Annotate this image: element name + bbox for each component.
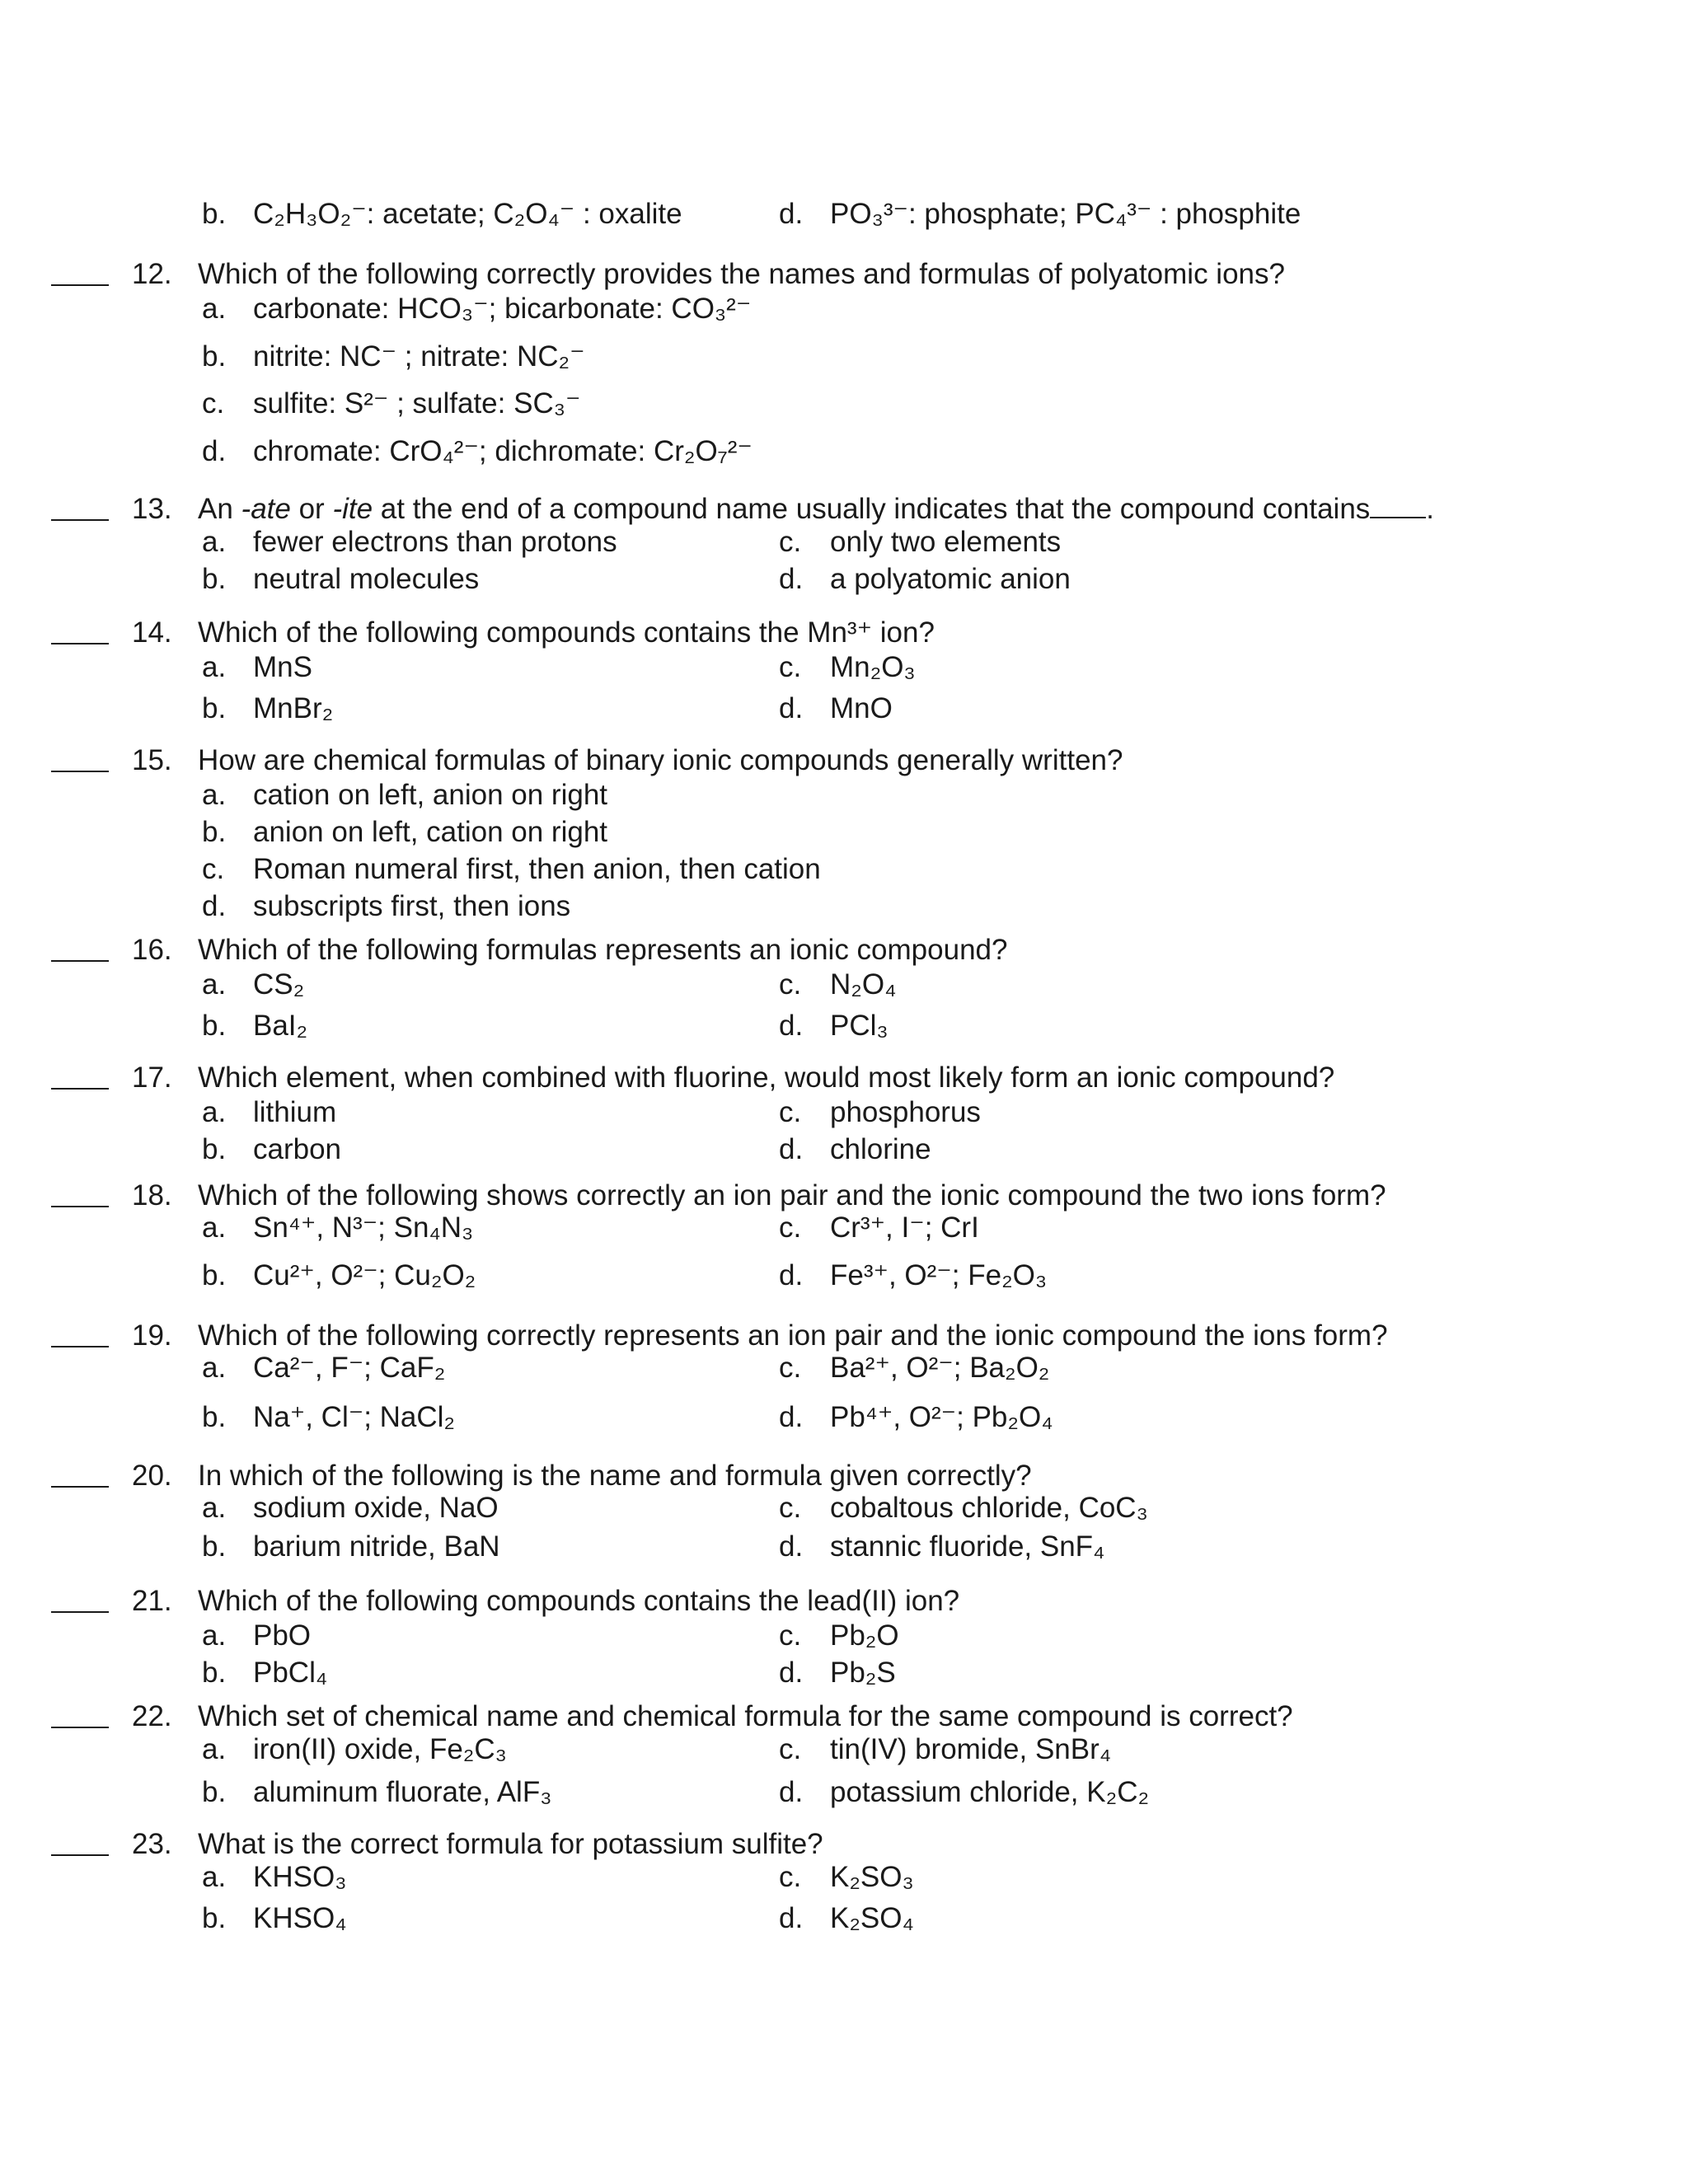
option-text: KHSO₃	[253, 1861, 347, 1893]
answer-blank[interactable]	[51, 1611, 109, 1613]
option-b	[202, 340, 585, 373]
option-d	[779, 1776, 1149, 1809]
inline-fill-blank	[1370, 494, 1426, 518]
question-stem: What is the correct formula for potassium sulfite?	[198, 1828, 823, 1860]
option-text: K₂SO₃	[830, 1861, 914, 1893]
option-d	[202, 890, 570, 923]
option-c	[779, 1619, 899, 1652]
question-number: 13.	[132, 493, 172, 525]
option-letter: b.	[202, 340, 227, 373]
option-letter: b.	[202, 1133, 227, 1165]
option-a	[202, 526, 617, 559]
option-a	[202, 1861, 346, 1894]
option-text: carbon	[253, 1133, 342, 1165]
option-text: MnO	[830, 692, 893, 724]
option-d	[779, 1902, 914, 1935]
option-text: sodium oxide, NaO	[253, 1492, 499, 1524]
question-stem: In which of the following is the name and formula given correctly?	[198, 1460, 1032, 1492]
option-text: PbCl₄	[253, 1657, 328, 1689]
option-letter: c.	[779, 526, 802, 558]
option-letter: d.	[779, 1259, 804, 1291]
option-b	[202, 1776, 551, 1809]
question-number: 19.	[132, 1319, 172, 1352]
option-d	[779, 1010, 889, 1043]
option-a	[202, 1212, 473, 1244]
option-letter: b.	[202, 1401, 227, 1433]
option-a	[202, 1619, 311, 1652]
answer-blank[interactable]	[51, 960, 109, 962]
option-letter: c.	[779, 1096, 802, 1128]
option-letter: d.	[779, 692, 804, 724]
option-letter: c.	[779, 651, 802, 683]
option-c	[779, 1861, 914, 1894]
option-b	[202, 816, 607, 849]
option-b	[202, 1657, 327, 1690]
option-c	[779, 1096, 981, 1129]
option-letter: b.	[202, 563, 227, 595]
question-number: 22.	[132, 1700, 172, 1732]
option-text: phosphorus	[830, 1096, 981, 1128]
option-text: Pb₂O	[830, 1619, 899, 1652]
option-d	[779, 1530, 1104, 1563]
option-letter: b.	[202, 816, 227, 848]
option-d	[779, 1259, 1047, 1292]
option-letter: c.	[779, 1733, 802, 1765]
question-number: 17.	[132, 1062, 172, 1094]
option-c	[779, 1733, 1111, 1766]
question-number: 18.	[132, 1179, 172, 1212]
option-text: K₂SO₄	[830, 1902, 914, 1934]
answer-blank[interactable]	[51, 1088, 109, 1090]
option-letter: a.	[202, 968, 227, 1001]
option-text: Na⁺, Cl⁻; NaCl₂	[253, 1401, 456, 1433]
option-text: only two elements	[830, 526, 1062, 558]
option-a	[202, 779, 607, 812]
question-number: 15.	[132, 744, 172, 776]
question-number: 21.	[132, 1585, 172, 1617]
answer-blank[interactable]	[51, 1346, 109, 1347]
option-text: barium nitride, BaN	[253, 1530, 500, 1563]
question-stem: Which of the following correctly provides the names and formulas of polyatomic ions?	[198, 258, 1285, 290]
stem-part: or	[290, 493, 333, 525]
answer-blank[interactable]	[51, 1206, 109, 1207]
question-number: 12.	[132, 258, 172, 290]
question-stem	[198, 493, 1434, 526]
option-a	[202, 1352, 445, 1385]
option-letter: b.	[202, 1776, 227, 1808]
option-letter: c.	[779, 1352, 802, 1384]
option-a	[202, 968, 304, 1001]
q11-option-d	[779, 198, 1301, 231]
option-letter: d.	[779, 1401, 804, 1433]
option-letter: a.	[202, 1861, 227, 1893]
option-text: potassium chloride, K₂C₂	[830, 1776, 1150, 1808]
stem-part: An	[198, 493, 241, 525]
option-letter: a.	[202, 1492, 227, 1524]
option-text: subscripts first, then ions	[253, 890, 571, 922]
option-text: Ba²⁺, O²⁻; Ba₂O₂	[830, 1352, 1050, 1384]
option-text: MnBr₂	[253, 692, 334, 724]
option-letter: d.	[779, 1902, 804, 1934]
option-text: Ca²⁻, F⁻; CaF₂	[253, 1352, 446, 1384]
option-text: BaI₂	[253, 1010, 308, 1042]
option-text: Mn₂O₃	[830, 651, 916, 683]
option-letter: b.	[202, 1259, 227, 1291]
option-text: C₂H₃O₂⁻: acetate; C₂O₄⁻ : oxalite	[253, 198, 682, 230]
option-c	[202, 853, 821, 886]
option-text: Fe³⁺, O²⁻; Fe₂O₃	[830, 1259, 1048, 1291]
option-d	[779, 1133, 931, 1166]
answer-blank[interactable]	[51, 771, 109, 772]
question-number: 23.	[132, 1828, 172, 1860]
question-stem: Which of the following shows correctly an ion pair and the ionic compound the two ions form?	[198, 1179, 1386, 1212]
option-letter: d.	[202, 890, 227, 922]
option-letter: a.	[202, 526, 227, 558]
question-stem: Which set of chemical name and chemical formula for the same compound is correct?	[198, 1700, 1293, 1732]
option-letter: b.	[202, 1657, 227, 1689]
answer-blank[interactable]	[51, 643, 109, 644]
option-text: KHSO₄	[253, 1902, 347, 1934]
option-b	[202, 563, 479, 596]
answer-blank[interactable]	[51, 284, 109, 286]
option-letter: d.	[779, 563, 804, 595]
option-text: MnS	[253, 651, 312, 683]
option-letter: c.	[779, 1619, 802, 1652]
answer-blank[interactable]	[51, 1854, 109, 1856]
option-text: sulfite: S²⁻ ; sulfate: SC₃⁻	[253, 387, 581, 419]
option-letter: b.	[202, 1530, 227, 1563]
question-number: 16.	[132, 934, 172, 966]
stem-italic-ite: -ite	[332, 493, 373, 525]
option-a	[202, 293, 751, 326]
option-b	[202, 1259, 476, 1292]
question-number: 20.	[132, 1460, 172, 1492]
option-text: Pb⁴⁺, O²⁻; Pb₂O₄	[830, 1401, 1053, 1433]
option-text: neutral molecules	[253, 563, 480, 595]
option-d	[202, 435, 753, 468]
option-letter: b.	[202, 692, 227, 724]
option-letter: a.	[202, 1352, 227, 1384]
option-letter: c.	[202, 387, 225, 419]
option-b	[202, 1010, 307, 1043]
option-c	[779, 1492, 1148, 1525]
option-text: CS₂	[253, 968, 305, 1001]
option-letter: d.	[779, 1530, 804, 1563]
option-letter: a.	[202, 293, 227, 325]
option-letter: d.	[779, 1133, 804, 1165]
option-letter: d.	[779, 1010, 804, 1042]
option-letter: c.	[779, 968, 802, 1001]
option-text: PO₃³⁻: phosphate; PC₄³⁻ : phosphite	[830, 198, 1301, 230]
option-text: chromate: CrO₄²⁻; dichromate: Cr₂O₇²⁻	[253, 435, 753, 467]
option-text: nitrite: NC⁻ ; nitrate: NC₂⁻	[253, 340, 585, 373]
question-stem: Which of the following formulas represents an ionic compound?	[198, 934, 1008, 966]
option-text: Roman numeral first, then anion, then cation	[253, 853, 821, 885]
option-text: lithium	[253, 1096, 337, 1128]
q11-option-b	[202, 198, 682, 231]
question-stem: How are chemical formulas of binary ionic compounds generally written?	[198, 744, 1123, 776]
option-text: stannic fluoride, SnF₄	[830, 1530, 1105, 1563]
option-letter: c.	[779, 1861, 802, 1893]
option-text: anion on left, cation on right	[253, 816, 608, 848]
option-letter: a.	[202, 1733, 227, 1765]
option-text: iron(II) oxide, Fe₂C₃	[253, 1733, 507, 1765]
option-b	[202, 1530, 500, 1563]
option-letter: b.	[202, 198, 227, 230]
option-letter: a.	[202, 1212, 227, 1244]
option-b	[202, 1133, 341, 1166]
option-letter: a.	[202, 1619, 227, 1652]
option-a	[202, 1096, 336, 1129]
option-b	[202, 1902, 346, 1935]
option-text: aluminum fluorate, AlF₃	[253, 1776, 552, 1808]
question-stem: Which of the following compounds contains the lead(II) ion?	[198, 1585, 960, 1617]
option-letter: a.	[202, 651, 227, 683]
option-letter: a.	[202, 1096, 227, 1128]
option-letter: a.	[202, 779, 227, 811]
option-c	[779, 526, 1061, 559]
option-text: carbonate: HCO₃⁻; bicarbonate: CO₃²⁻	[253, 293, 752, 325]
option-text: a polyatomic anion	[830, 563, 1071, 595]
question-stem: Which of the following correctly represents an ion pair and the ionic compound the ions form?	[198, 1319, 1388, 1352]
option-d	[779, 1657, 896, 1690]
option-d	[779, 563, 1071, 596]
option-a	[202, 651, 312, 684]
option-c	[779, 1352, 1049, 1385]
option-c	[779, 1212, 979, 1244]
option-a	[202, 1492, 499, 1525]
option-c	[779, 651, 916, 684]
option-text: Cu²⁺, O²⁻; Cu₂O₂	[253, 1259, 476, 1291]
option-a	[202, 1733, 507, 1766]
question-number: 14.	[132, 616, 172, 649]
option-text: chlorine	[830, 1133, 931, 1165]
answer-blank[interactable]	[51, 519, 109, 521]
option-letter: c.	[202, 853, 225, 885]
option-text: fewer electrons than protons	[253, 526, 617, 558]
stem-part: at the end of a compound name usually indicates that the compound contains	[373, 493, 1371, 525]
option-letter: b.	[202, 1902, 227, 1934]
option-text: PbO	[253, 1619, 312, 1652]
option-letter: d.	[779, 1657, 804, 1689]
question-stem: Which of the following compounds contains the Mn³⁺ ion?	[198, 616, 935, 649]
option-c	[779, 968, 896, 1001]
option-c	[202, 387, 580, 420]
option-text: Cr³⁺, I⁻; CrI	[830, 1212, 979, 1244]
option-b	[202, 1401, 455, 1434]
option-d	[779, 1401, 1053, 1434]
option-letter: c.	[779, 1212, 802, 1244]
option-letter: d.	[779, 198, 804, 230]
stem-end: .	[1426, 493, 1435, 525]
stem-italic-ate: -ate	[241, 493, 291, 525]
option-letter: c.	[779, 1492, 802, 1524]
option-text: cation on left, anion on right	[253, 779, 608, 811]
option-text: Sn⁴⁺, N³⁻; Sn₄N₃	[253, 1212, 474, 1244]
option-letter: d.	[202, 435, 227, 467]
option-text: PCl₃	[830, 1010, 889, 1042]
answer-blank[interactable]	[51, 1727, 109, 1728]
option-text: Pb₂S	[830, 1657, 896, 1689]
question-stem: Which element, when combined with fluorine, would most likely form an ionic compound?	[198, 1062, 1335, 1094]
option-letter: d.	[779, 1776, 804, 1808]
option-d	[779, 692, 893, 725]
option-text: cobaltous chloride, CoC₃	[830, 1492, 1148, 1524]
option-letter: b.	[202, 1010, 227, 1042]
option-text: tin(IV) bromide, SnBr₄	[830, 1733, 1112, 1765]
option-b	[202, 692, 333, 725]
answer-blank[interactable]	[51, 1486, 109, 1488]
option-text: N₂O₄	[830, 968, 897, 1001]
